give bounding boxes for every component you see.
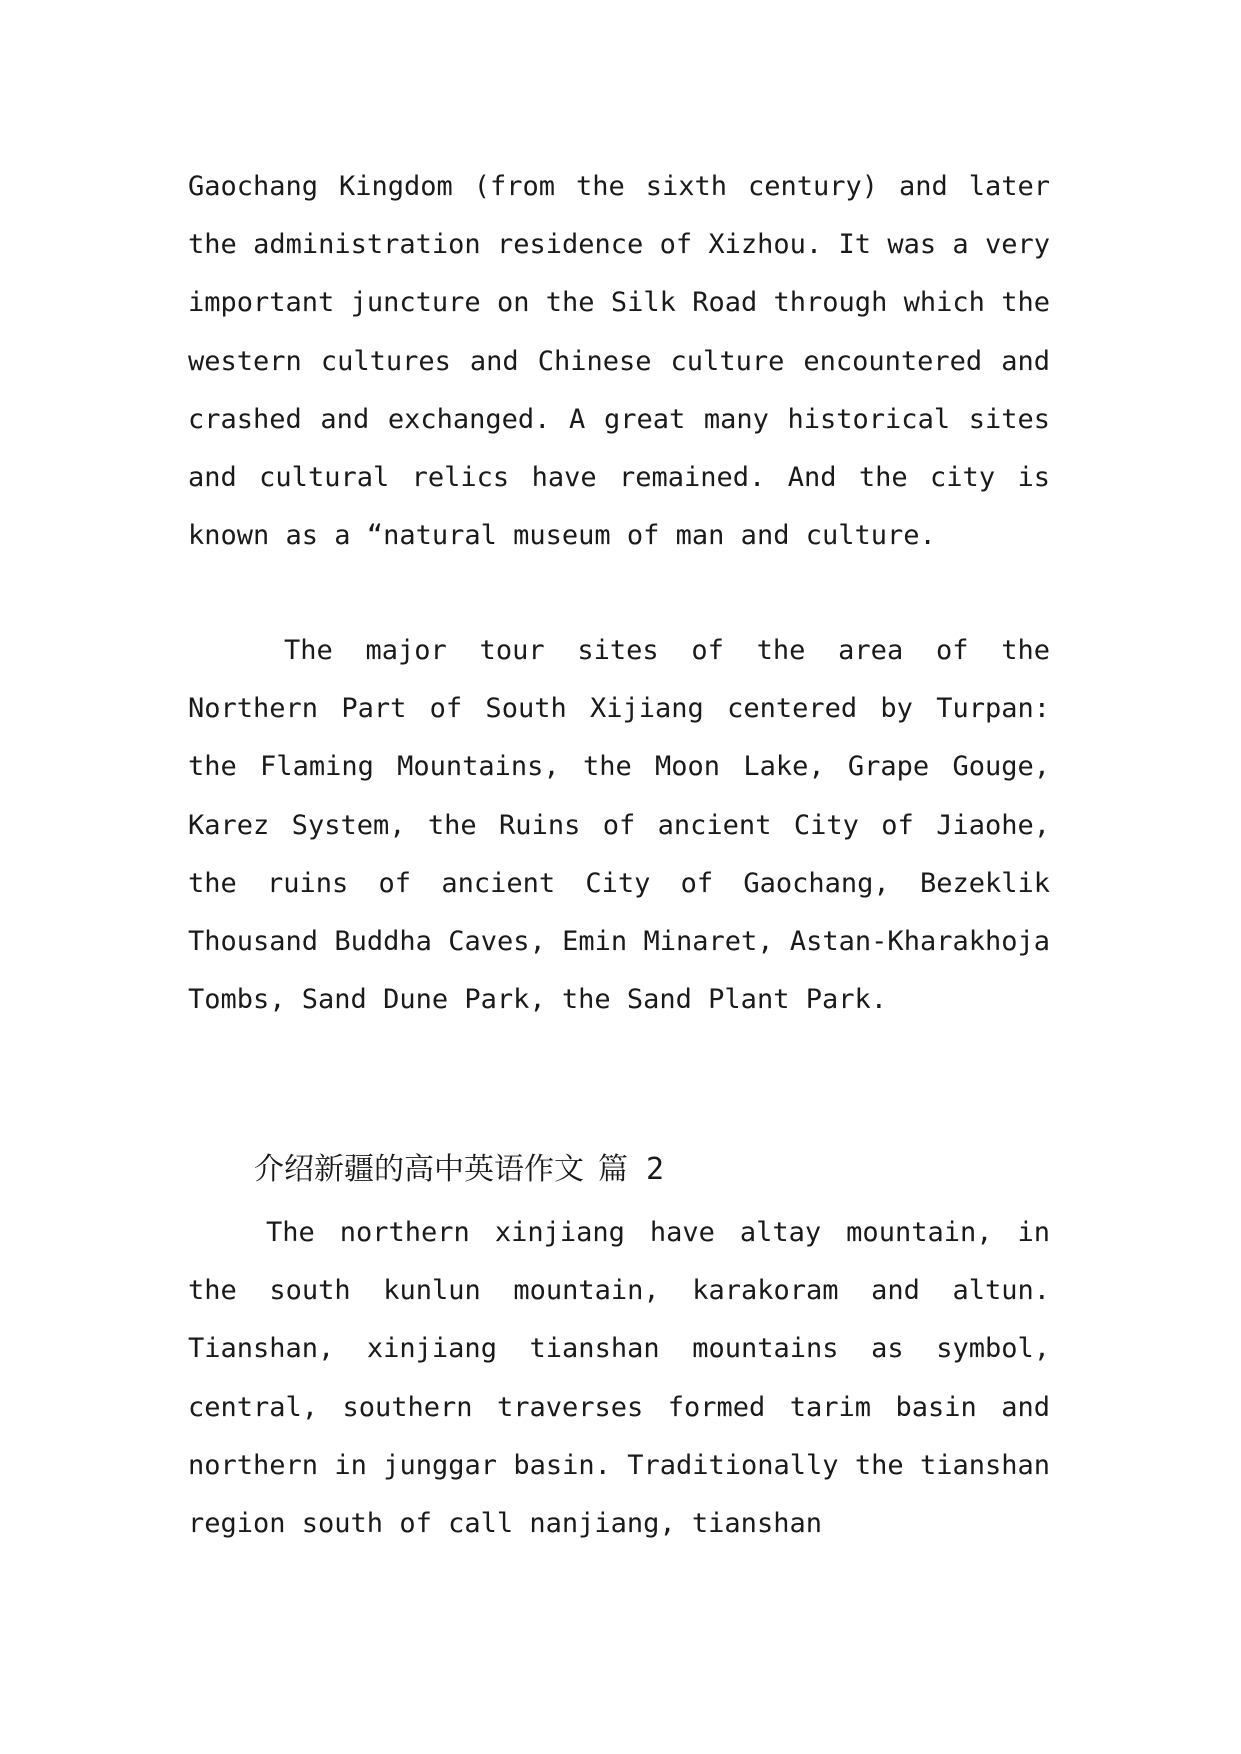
body-paragraph-2: The major tour sites of the area of the Northern Part of South Xijiang centered by Turpan: the Flaming Mountains, the Moon Lake, Grape Gouge, Karez System, the Ruins of ancient City of Jiaohe, the ruins of ancient City of Gaochang, Bezeklik Thousand Buddha Caves, Emin Minaret, Astan-Kharakhoja Tombs, Sand Dune Park, the Sand Plant Park.: [188, 635, 1050, 1016]
section-heading: [254, 1150, 678, 1190]
body-paragraph-3: The northern xinjiang have altay mountain, in the south kunlun mountain, karakoram and altun. Tianshan, xinjiang tianshan mountains as symbol, central, southern traverses formed tarim basin and northern in junggar basin. Traditionally the tianshan region south of call nanjiang, tianshan: [188, 1217, 1050, 1540]
body-paragraph-1: Gaochang Kingdom (from the sixth century) and later the administration residence of Xizhou. It was a very important juncture on the Silk Road through which the western cultures and Chinese culture encountered and crashed and exchanged. A great many historical sites and cultural relics have remained. And the city is known as a “natural museum of man and culture.: [188, 171, 1050, 552]
section-heading-title: 介绍新疆的高中英语作文: [254, 1152, 584, 1187]
section-heading-number: 篇 2: [598, 1152, 665, 1187]
